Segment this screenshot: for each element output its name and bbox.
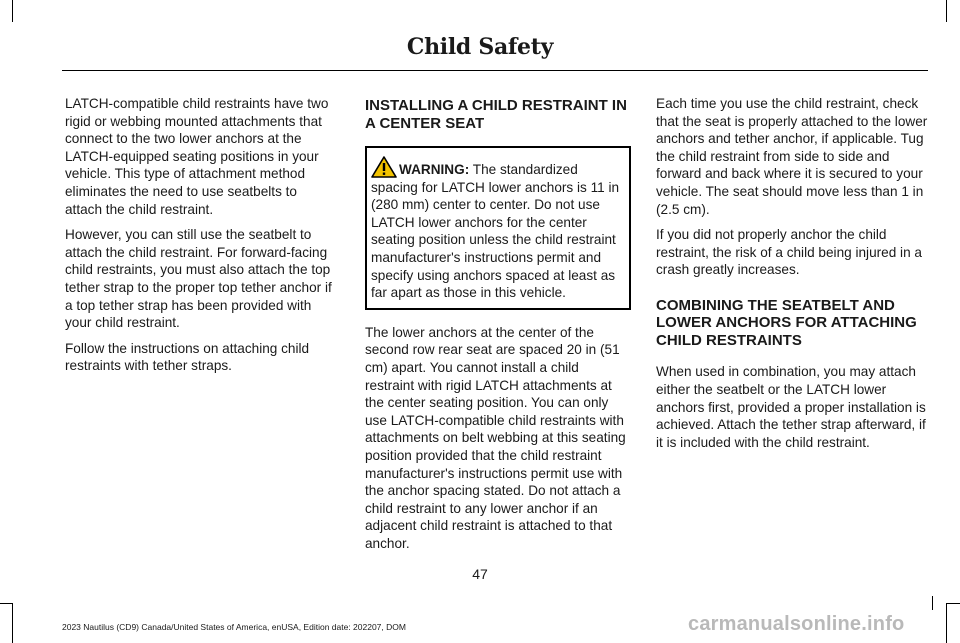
paragraph: Each time you use the child restraint, check that the seat is properly attached to the lower anchors and tether anchor, if applicable. Tug the child restraint from side to side and forward and back where it is secured to your vehicle. The seat should move less than 1 in (2.5 cm). <box>656 96 928 217</box>
section-heading: COMBINING THE SEATBELT AND LOWER ANCHORS FOR ATTACHING CHILD RESTRAINTS <box>656 296 917 349</box>
paragraph: When used in combination, you may attach either the seatbelt or the LATCH lower anchors first, provided a proper installation is achieved. Attach the tether strap afterward, if it is included with the child restraint. <box>656 364 926 450</box>
paragraph: LATCH-compatible child restraints have two rigid or webbing mounted attachments that connect to the two lower anchors at the LATCH-equipped seating positions in your vehicle. This type of attachment method eliminates the need to use seatbelts to attach the child restraint. <box>65 96 329 217</box>
crop-mark-bottom-right-inner <box>932 596 933 610</box>
warning-label: WARNING: <box>399 162 470 177</box>
right-column <box>656 95 928 459</box>
crop-mark-bottom-left-h <box>0 603 12 604</box>
warning-box <box>365 146 631 310</box>
crop-mark-bottom-left <box>12 603 13 643</box>
warning-triangle-icon <box>371 156 397 178</box>
crop-mark-top-left <box>12 0 13 22</box>
watermark: carmanualsonline.info <box>688 613 905 635</box>
warning-text: The standardized spacing for LATCH lower anchors is 11 in (280 mm) center to center. Do not use LATCH lower anchors for the center seating position unless the child restraint manufacturer's instructions permit and specify using anchors spaced at least as far apart as those in this vehicle. <box>371 162 620 301</box>
paragraph: The lower anchors at the center of the second row rear seat are spaced 20 in (51 cm) apart. You cannot install a child restraint with rigid LATCH attachments at the center seating position. You can only use LATCH-compatible child restraints with attachments on belt webbing at this seating position provided that the child restraint manufacturer's instructions permit use with the anchor spacing stated. Do not attach a child restraint to any lower anchor if an adjacent child restraint is attached to that anchor. <box>365 324 626 551</box>
section-heading: INSTALLING A CHILD RESTRAINT IN A CENTER SEAT <box>365 97 627 132</box>
paragraph: However, you can still use the seatbelt to attach the child restraint. For forward-facing child restraints, you must also attach the top tether strap to the proper top tether anchor if a top tether strap has been provided with your child restraint. <box>65 227 332 331</box>
paragraph: If you did not properly anchor the child restraint, the risk of a child being injured in a crash greatly increases. <box>656 227 922 278</box>
edition-footer: 2023 Nautilus (CD9) Canada/United States of America, enUSA, Edition date: 202207, DOM <box>62 622 406 632</box>
middle-column <box>365 95 631 560</box>
header-rule <box>62 70 928 71</box>
page-number: 47 <box>472 566 488 582</box>
paragraph: Follow the instructions on attaching child restraints with tether straps. <box>65 340 310 374</box>
crop-mark-top-right <box>946 0 947 22</box>
crop-mark-bottom-right-h <box>947 603 960 604</box>
left-column <box>65 95 337 383</box>
crop-mark-bottom-right <box>946 603 947 643</box>
section-title: Child Safety <box>406 34 554 60</box>
